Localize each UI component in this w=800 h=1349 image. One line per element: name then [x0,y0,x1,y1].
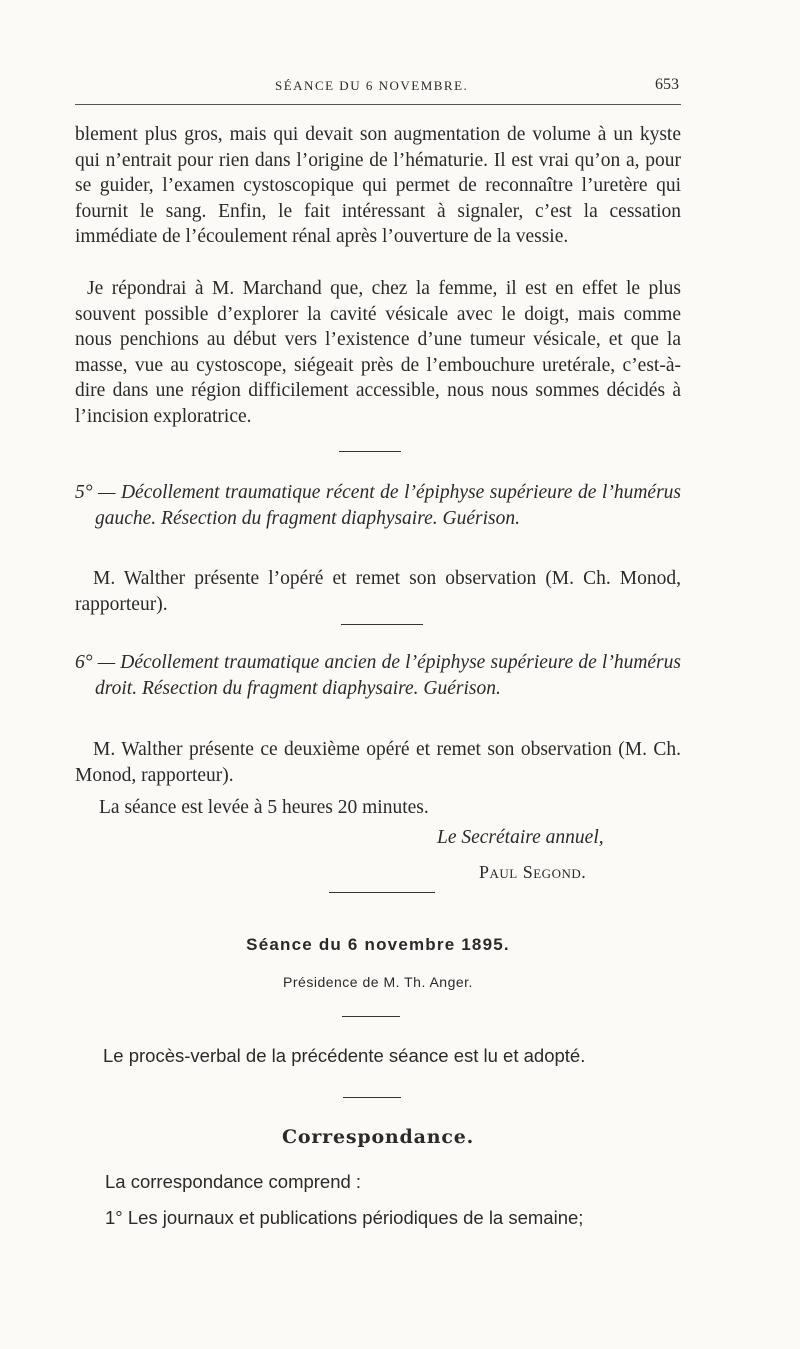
section-divider [341,624,423,625]
signature-name: Paul Segond. [479,862,587,882]
item6-title: 6° — Décollement traumatique ancien de l’épiphyse supérieure de l’humérus droit. Résection du fragment diaphysaire. Guérison. [75,652,681,699]
item5-body: M. Walther présente l’opéré et remet son observation (M. Ch. Monod, rapporteur). [75,568,681,615]
header-rule [75,104,681,105]
correspondance-intro: La correspondance comprend : [105,1171,362,1192]
running-title: SÉANCE DU 6 NOVEMBRE. [275,78,469,93]
correspondance-item-1: 1° Les journaux et publications périodiques de la semaine; [105,1207,584,1228]
page-header [75,74,681,100]
minutes-line: Le procès-verbal de la précédente séance est lu et adopté. [103,1045,586,1066]
section-divider [339,451,401,452]
page-number: 653 [655,76,679,93]
paragraph-continuation: blement plus gros, mais qui devait son augmentation de volume à un kyste qui n’entrait pour rien dans l’origine de l’hématurie. Il est vrai qu’on a, pour se guider, l’examen cystoscopique qui permet de reconnaître l’uretère qui fournit le sang. Enfin, le fait intéressant à signaler, c’est la cessation immédiate de l’écoulement rénal après l’ouverture de la vessie. [75,124,681,247]
signature-role: Le Secrétaire annuel, [437,827,604,848]
item6-body: M. Walther présente ce deuxième opéré et remet son observation (M. Ch. Monod, rapporteur). [75,739,681,786]
item5-title: 5° — Décollement traumatique récent de l’épiphyse supérieure de l’humérus gauche. Résection du fragment diaphysaire. Guérison. [75,482,681,529]
session-title: Séance du 6 novembre 1895. [246,935,510,954]
paragraph-reply: Je répondrai à M. Marchand que, chez la femme, il est en effet le plus souvent possible d’explorer la cavité vésicale avec le doigt, mais comme nous penchions au début vers l’existence d’une tumeur vésicale, et que la masse, vue au cystoscope, siégeait près de l’embouchure uretérale, c’est-à-dire dans une région difficilement accessible, nous nous sommes décidés à l’incision exploratrice. [75,278,681,427]
correspondance-heading: Correspondance. [281,1126,475,1148]
section-divider [343,1097,401,1098]
session-presidency: Présidence de M. Th. Anger. [283,974,473,990]
section-divider [329,892,435,893]
closing-line: La séance est levée à 5 heures 20 minutes. [99,797,429,818]
section-divider [342,1016,400,1017]
